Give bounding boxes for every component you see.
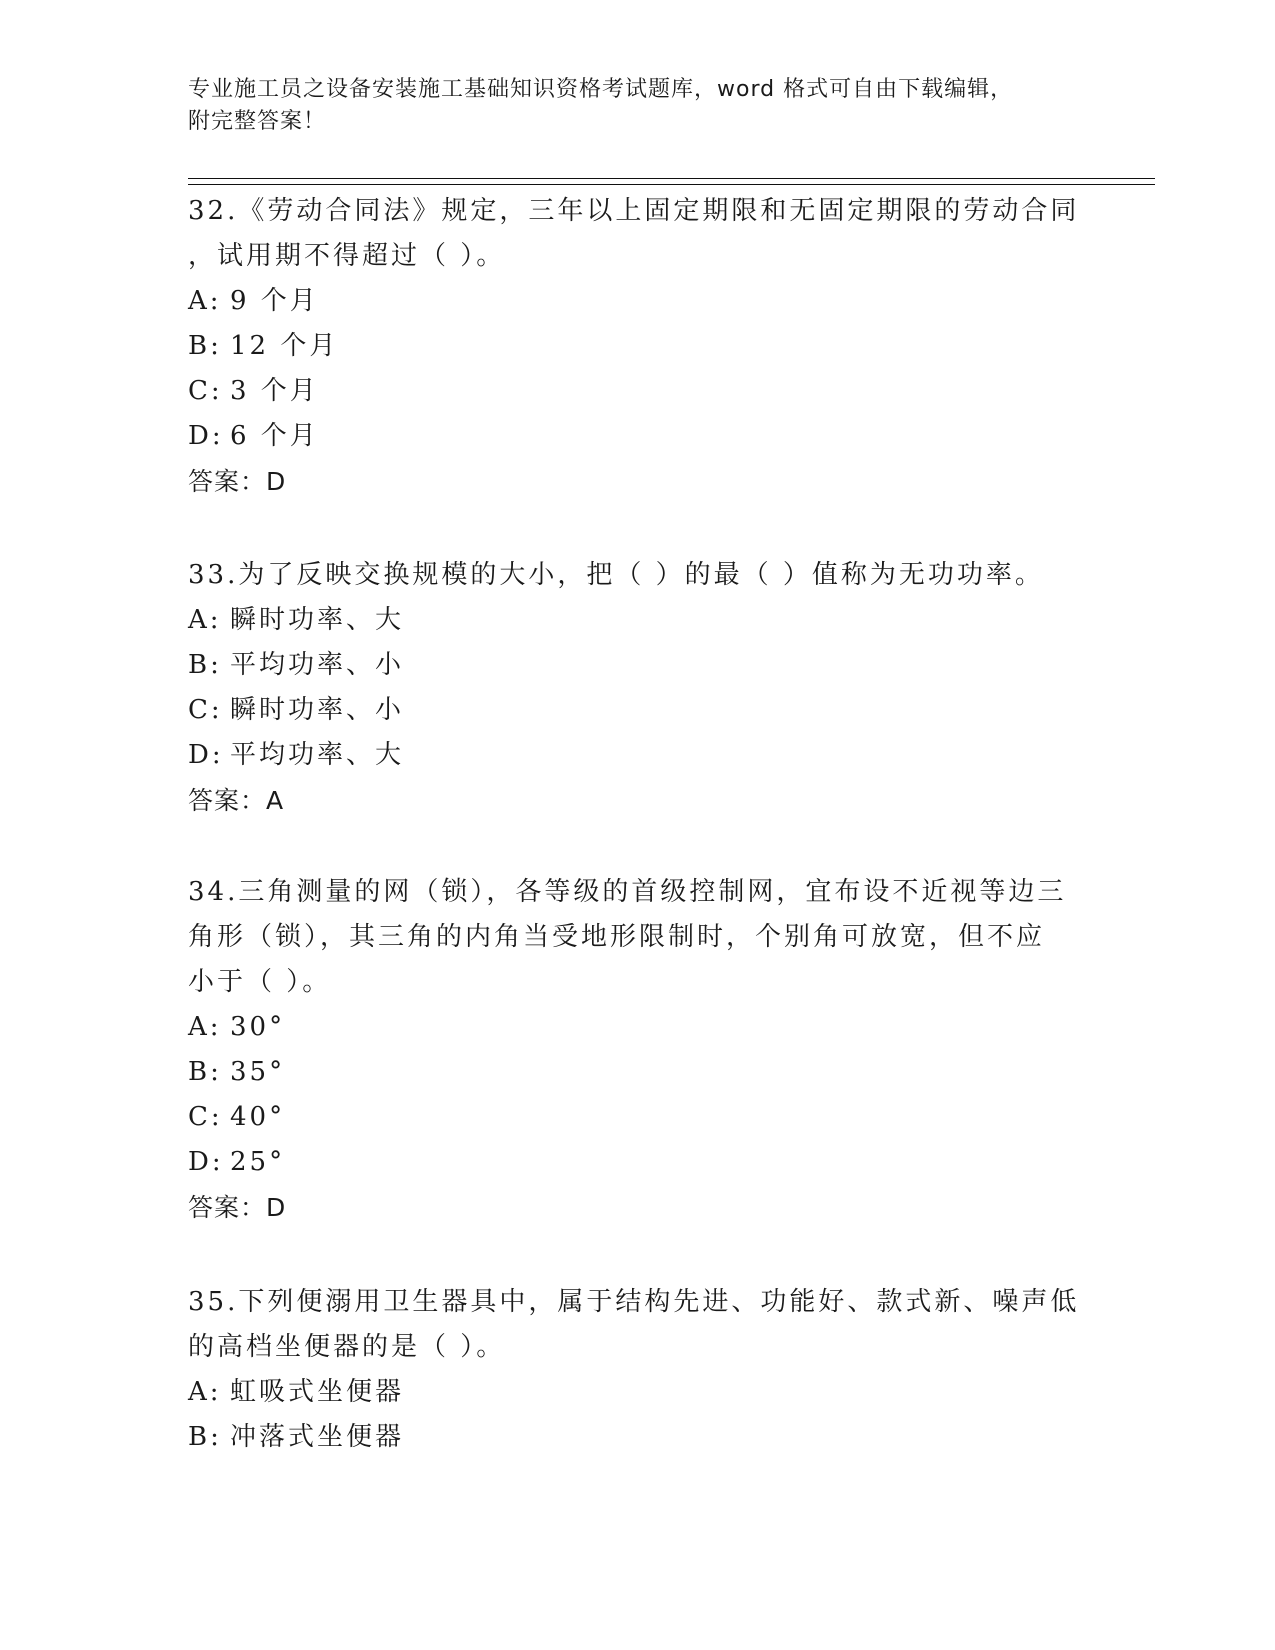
question-34	[188, 870, 1088, 1230]
option-a	[188, 598, 1088, 643]
answer: 答案：D	[188, 467, 287, 496]
header-divider	[188, 184, 1155, 185]
option-label: A:	[188, 286, 222, 316]
option-label: B:	[188, 331, 222, 361]
stem-line: 33.为了反映交换规模的大小，把（ ）的最（ ）值称为无功功率。	[188, 560, 1044, 590]
option-label: B:	[188, 1057, 222, 1087]
answer: 答案：D	[188, 1193, 287, 1222]
header-line: 附完整答案！	[188, 109, 327, 134]
answer: 答案：A	[188, 786, 285, 815]
stem-line: ，试用期不得超过（ ）。	[188, 241, 506, 271]
header-line: 专业施工员之设备安装施工基础知识资格考试题库，word 格式可自由下载编辑，	[188, 77, 1014, 102]
option-d	[188, 414, 1088, 459]
question-35	[188, 1280, 1088, 1460]
option-d	[188, 1140, 1088, 1185]
option-label: C:	[188, 1102, 223, 1132]
option-text: 冲落式坐便器	[230, 1422, 405, 1452]
question-stem	[188, 1280, 1088, 1370]
option-text: 虹吸式坐便器	[230, 1377, 405, 1407]
option-label: A:	[188, 605, 222, 635]
option-label: C:	[188, 695, 223, 725]
option-c	[188, 369, 1088, 414]
option-text: 30°	[230, 1012, 286, 1042]
stem-line: 34.三角测量的网（锁），各等级的首级控制网，宜布设不近视等边三	[188, 877, 1067, 907]
option-text: 瞬时功率、小	[230, 695, 405, 725]
question-stem	[188, 189, 1088, 279]
option-text: 6 个月	[230, 421, 319, 451]
question-stem	[188, 553, 1088, 598]
option-text: 35°	[230, 1057, 286, 1087]
option-label: D:	[188, 421, 224, 451]
option-text: 瞬时功率、大	[230, 605, 405, 635]
stem-line: 32.《劳动合同法》规定，三年以上固定期限和无固定期限的劳动合同	[188, 196, 1080, 226]
question-stem	[188, 870, 1088, 1005]
option-label: A:	[188, 1377, 222, 1407]
question-32	[188, 189, 1088, 504]
option-a	[188, 1005, 1088, 1050]
option-text: 25°	[230, 1147, 286, 1177]
option-c	[188, 688, 1088, 733]
option-label: A:	[188, 1012, 222, 1042]
option-text: 12 个月	[230, 331, 339, 361]
option-b	[188, 1050, 1088, 1095]
option-label: C:	[188, 376, 223, 406]
option-a	[188, 1370, 1088, 1415]
option-label: B:	[188, 650, 222, 680]
option-label: D:	[188, 740, 224, 770]
option-text: 3 个月	[230, 376, 319, 406]
header-divider	[188, 178, 1155, 179]
stem-line: 35.下列便溺用卫生器具中，属于结构先进、功能好、款式新、噪声低	[188, 1287, 1080, 1317]
option-c	[188, 1095, 1088, 1140]
option-d	[188, 733, 1088, 778]
option-text: 平均功率、小	[230, 650, 405, 680]
stem-line: 角形（锁），其三角的内角当受地形限制时，个别角可放宽，但不应	[188, 922, 1046, 952]
option-b	[188, 324, 1088, 369]
document-header	[188, 74, 1068, 138]
option-text: 40°	[230, 1102, 286, 1132]
stem-line: 小于（ ）。	[188, 967, 332, 997]
option-text: 9 个月	[230, 286, 319, 316]
option-label: D:	[188, 1147, 224, 1177]
option-label: B:	[188, 1422, 222, 1452]
option-text: 平均功率、大	[230, 740, 405, 770]
question-33	[188, 553, 1088, 823]
option-a	[188, 279, 1088, 324]
option-b	[188, 1415, 1088, 1460]
stem-line: 的高档坐便器的是（ ）。	[188, 1332, 506, 1362]
option-b	[188, 643, 1088, 688]
